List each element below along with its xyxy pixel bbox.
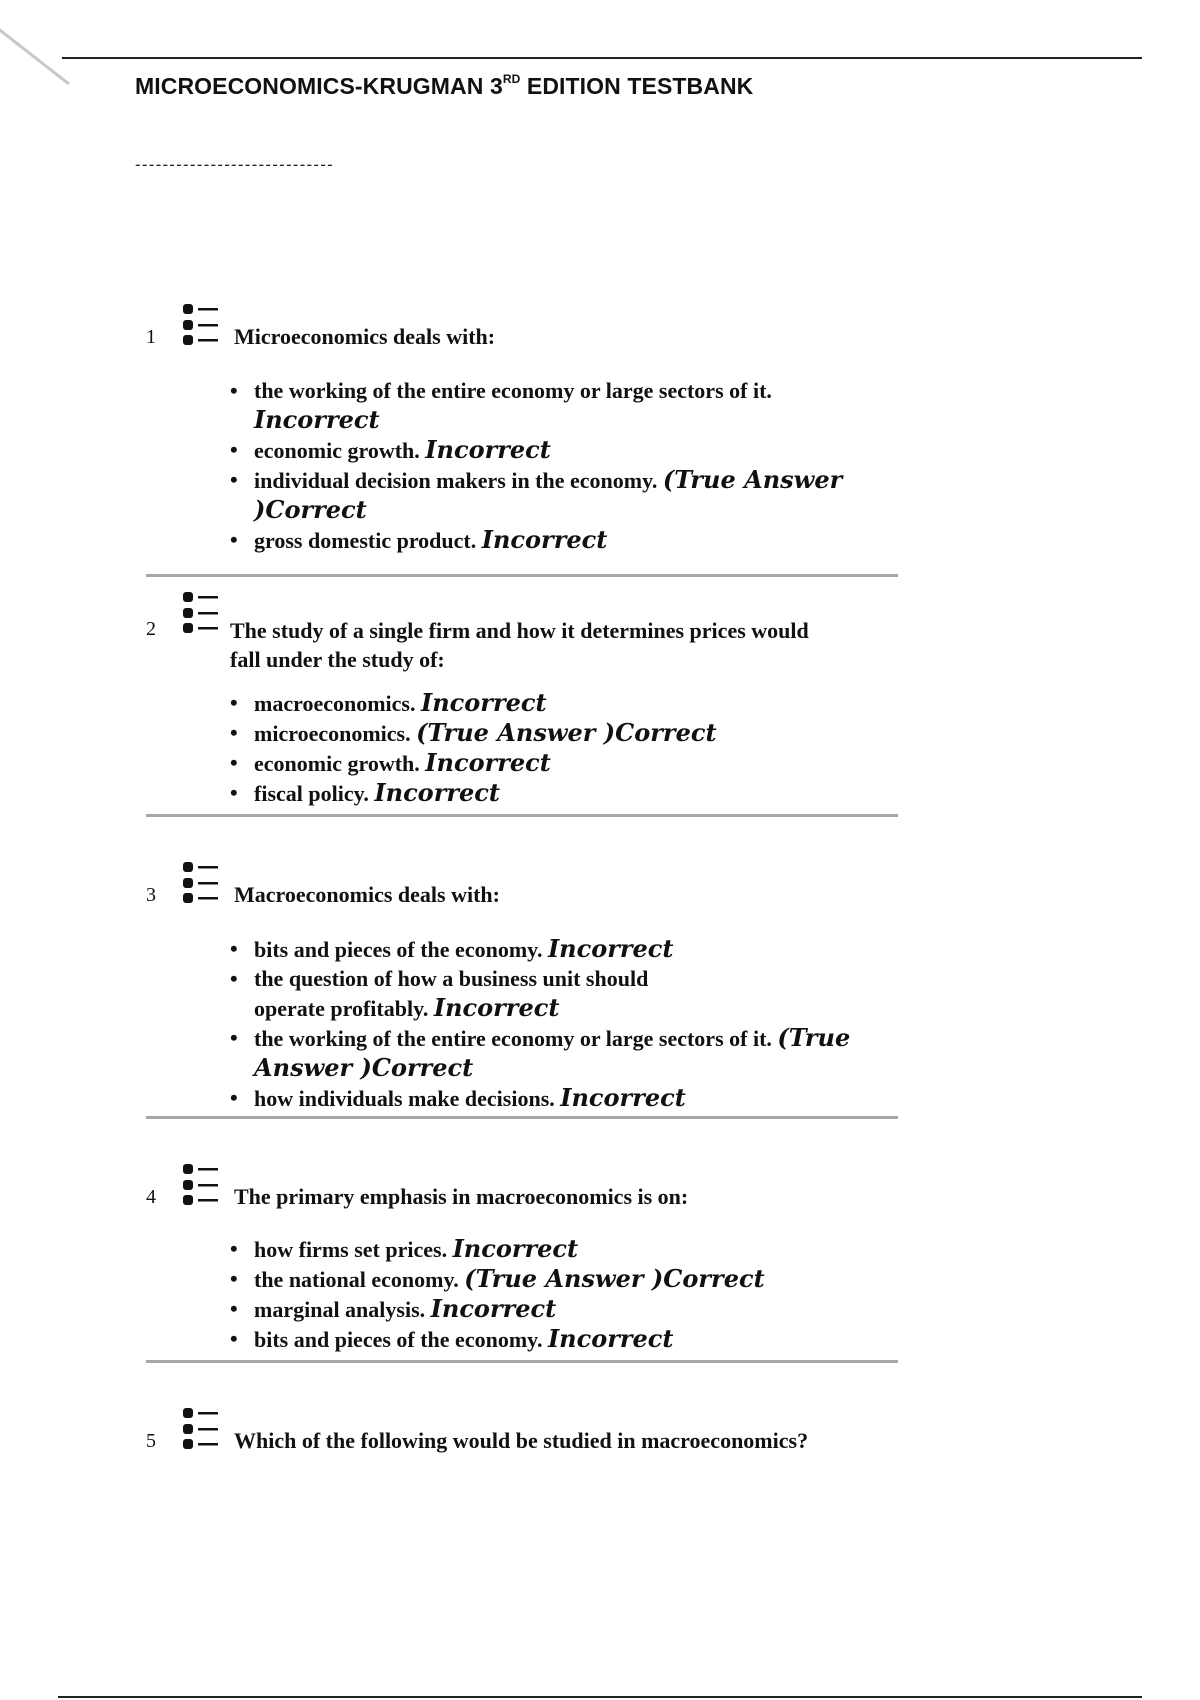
question-text: The primary emphasis in macroeconomics is on: — [234, 1184, 689, 1209]
option-text: economic growth. — [254, 438, 420, 463]
document-title: MICROECONOMICS-KRUGMAN 3RD EDITION TESTBANK — [135, 72, 754, 99]
answer-option[interactable] — [230, 435, 910, 465]
answer-option[interactable] — [230, 718, 910, 748]
answer-option[interactable] — [230, 376, 784, 435]
answer-option[interactable] — [230, 1083, 910, 1113]
answer-option[interactable] — [230, 778, 910, 808]
answer-option[interactable] — [230, 748, 910, 778]
option-text: how firms set prices. — [254, 1237, 448, 1262]
list-icon — [180, 1162, 220, 1208]
option-status: Incorrect — [254, 405, 380, 434]
question-number: 2 — [146, 618, 156, 640]
option-status: (True Answer )Correct — [416, 718, 717, 747]
answer-options — [230, 934, 910, 1113]
question-divider — [146, 1116, 898, 1119]
top-rule — [62, 57, 1142, 59]
option-text: individual decision makers in the economy. — [254, 468, 658, 493]
option-text: bits and pieces of the economy. — [254, 1327, 543, 1352]
option-text: bits and pieces of the economy. — [254, 937, 543, 962]
page-corner-mark — [0, 24, 70, 85]
list-icon — [180, 860, 220, 906]
option-status: Incorrect — [547, 934, 674, 963]
bottom-rule — [58, 1696, 1142, 1698]
list-icon — [180, 1406, 220, 1452]
option-text: economic growth. — [254, 751, 420, 776]
option-status: Incorrect — [560, 1083, 686, 1112]
option-text: marginal analysis. — [254, 1297, 426, 1322]
question-text: The study of a single firm and how it determines prices would fall under the study of: — [230, 618, 809, 672]
answer-option[interactable] — [230, 688, 910, 718]
option-text: gross domestic product. — [254, 528, 477, 553]
question-text: Which of the following would be studied in macroeconomics? — [234, 1428, 809, 1453]
answer-options — [230, 1234, 910, 1354]
option-text: the working of the entire economy or large sectors of it. — [254, 1026, 772, 1051]
option-status: Incorrect — [374, 778, 500, 807]
answer-option[interactable] — [230, 1234, 910, 1264]
option-status: (True Answer )Correct — [254, 465, 843, 524]
option-status: (True Answer )Correct — [254, 1023, 851, 1082]
option-text: the national economy. — [254, 1267, 459, 1292]
question-divider — [146, 574, 898, 577]
question-text: Microeconomics deals with: — [234, 324, 496, 349]
question-number: 3 — [146, 884, 156, 906]
option-text: microeconomics. — [254, 721, 411, 746]
answer-option[interactable] — [230, 465, 874, 525]
option-status: Incorrect — [421, 688, 547, 717]
option-status: Incorrect — [430, 1294, 557, 1323]
option-status: Incorrect — [481, 525, 608, 554]
option-status: (True Answer )Correct — [464, 1264, 765, 1293]
option-text: macroeconomics. — [254, 691, 416, 716]
option-text: the working of the entire economy or large sectors of it. — [254, 378, 772, 403]
option-status: Incorrect — [452, 1234, 579, 1263]
answer-option[interactable] — [230, 1264, 910, 1294]
question-text: Macroeconomics deals with: — [234, 882, 500, 907]
option-status: Incorrect — [547, 1324, 674, 1353]
title-separator: ----------------------------- — [135, 155, 334, 174]
option-status: Incorrect — [433, 993, 560, 1022]
list-icon — [180, 590, 220, 636]
answer-option[interactable] — [230, 1023, 874, 1083]
option-text: the question of how a business unit should operate profitably. — [254, 966, 649, 1021]
list-icon — [180, 302, 220, 348]
answer-option[interactable] — [230, 964, 724, 1023]
answer-option[interactable] — [230, 934, 910, 964]
answer-option[interactable] — [230, 525, 910, 555]
option-status: Incorrect — [425, 435, 551, 464]
question-number: 1 — [146, 326, 156, 348]
option-status: Incorrect — [425, 748, 551, 777]
answer-option[interactable] — [230, 1294, 910, 1324]
answer-option[interactable] — [230, 1324, 910, 1354]
question-divider — [146, 1360, 898, 1363]
question-number: 4 — [146, 1186, 156, 1208]
option-text: how individuals make decisions. — [254, 1086, 555, 1111]
option-text: fiscal policy. — [254, 781, 369, 806]
question-number: 5 — [146, 1430, 156, 1452]
question-divider — [146, 814, 898, 817]
answer-options — [230, 376, 910, 555]
answer-options — [230, 688, 910, 808]
